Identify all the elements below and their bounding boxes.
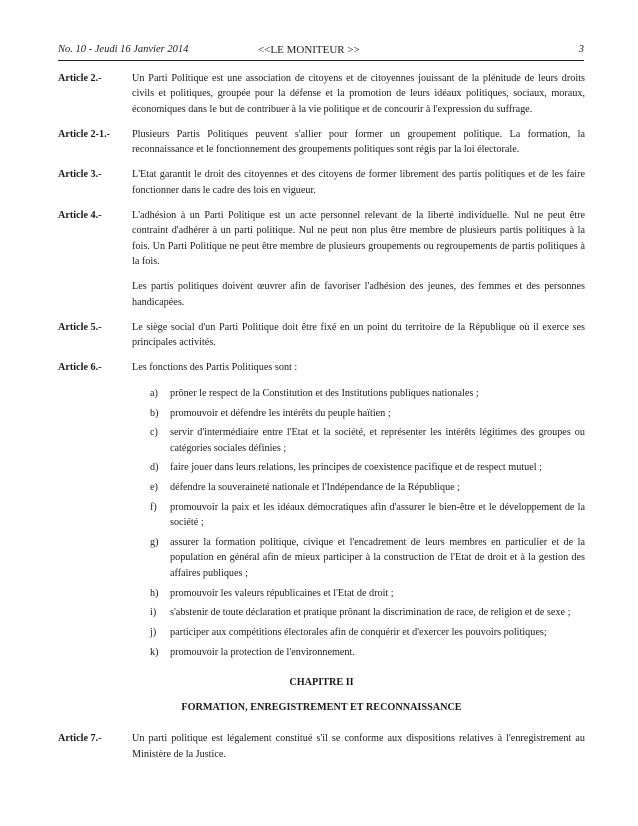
list-item [150, 480, 585, 495]
functions-list [132, 386, 585, 660]
list-letter: b) [150, 407, 159, 419]
article-paragraph: Le siège social d'un Parti Politique doit être fixé en un point du territoire de la République où il exerce ses principales activités. [132, 321, 585, 349]
article-paragraph: Les partis politiques doivent œuvrer afin de favoriser l'adhésion des jeunes, des femmes et des personnes handicapées. [132, 281, 585, 308]
article-label: Article 6.- [58, 362, 102, 374]
list-letter: d) [150, 462, 159, 474]
list-text: servir d'intermédiaire entre l'Etat et la société, et représenter les intérêts légitimes des groupes ou catégories sociales définies ; [170, 427, 585, 454]
list-item [150, 535, 585, 581]
list-text: défendre la souveraineté nationale et l'Indépendance de la République ; [170, 482, 461, 494]
article-text [132, 127, 585, 158]
article-2-1 [58, 127, 585, 158]
list-item [150, 645, 585, 660]
article-paragraph: L'Etat garantit le droit des citoyennes et des citoyens de former librement des partis politiques et de les faire fonctionner dans le cadre des lois en vigueur. [132, 169, 585, 196]
header-rule [58, 60, 584, 61]
list-letter: f) [150, 502, 157, 514]
list-text: faire jouer dans leurs relations, les principes de coexistence pacifique et de respect mutuel ; [170, 462, 542, 474]
list-letter: g) [150, 537, 159, 549]
page-header [58, 44, 584, 60]
chapter-title: FORMATION, ENREGISTREMENT ET RECONNAISSANCE [181, 702, 462, 713]
list-item [150, 386, 585, 401]
list-item [150, 605, 585, 620]
list-text: promouvoir la paix et les idéaux démocratiques afin d'assurer le bien-être et le développement de la société ; [170, 502, 585, 529]
article-paragraph: L'adhésion à un Parti Politique est un acte personnel relevant de la liberté individuelle. Nul ne peut être contraint d'adhérer à un parti politique. Nul ne peut non plus être membre de plusieurs partis politiques à la fois. Un Parti Politique ne peut être membre de plusieurs groupements ou regroupements de partis politiques à la fois. [132, 210, 585, 267]
list-letter: e) [150, 482, 158, 494]
list-text: assurer la formation politique, civique et l'encadrement de leurs membres en particulier et de la population en général afin de mieux participer à la construction de l'Etat de droit et à la gestion des affaires publiques ; [170, 537, 585, 579]
list-text: promouvoir la protection de l'environnement. [170, 646, 355, 658]
page-number: 3 [578, 44, 584, 55]
article-2 [58, 71, 585, 117]
list-letter: h) [150, 587, 159, 599]
article-label: Article 4.- [58, 210, 102, 222]
article-label: Article 7.- [58, 733, 102, 745]
article-text [132, 167, 585, 198]
list-letter: k) [150, 646, 159, 658]
article-text [132, 360, 585, 664]
article-text [132, 71, 585, 117]
list-text: s'abstenir de toute déclaration et pratique prônant la discrimination de race, de religion et de sexe ; [170, 607, 571, 619]
list-text: promouvoir et défendre les intérêts du peuple haïtien ; [170, 407, 391, 419]
article-6 [58, 360, 585, 664]
article-label: Article 3.- [58, 169, 102, 181]
list-letter: j) [150, 627, 157, 639]
list-text: participer aux compétitions électorales afin de conquérir et d'exercer les pouvoirs politiques; [170, 627, 547, 639]
list-letter: a) [150, 387, 158, 399]
article-text [132, 208, 585, 310]
article-label: Article 2-1.- [58, 128, 111, 140]
chapter-number: CHAPITRE II [289, 676, 354, 688]
article-3 [58, 167, 585, 198]
list-item [150, 406, 585, 421]
article-paragraph: Un Parti Politique est une association de citoyens et de citoyennes jouissant de la plénitude de leurs droits civils et politiques, groupée pour la défense et la promotion de leurs idéaux politiques, sociaux, moraux, économiques dans le but de contribuer à la vie politique et de concourir à l'expression du suffrage. [132, 73, 585, 115]
article-text [132, 731, 585, 762]
list-item [150, 586, 585, 601]
article-4 [58, 208, 585, 310]
article-text [132, 320, 585, 351]
list-item [150, 425, 585, 456]
list-letter: c) [150, 427, 158, 439]
list-item [150, 625, 585, 640]
list-text: prôner le respect de la Constitution et des Institutions publiques nationales ; [170, 387, 479, 399]
list-letter: i) [150, 607, 157, 619]
document-body [58, 71, 585, 772]
article-intro: Les fonctions des Partis Politiques sont : [132, 362, 298, 374]
article-label: Article 2.- [58, 73, 102, 84]
list-item [150, 500, 585, 531]
publication-title: <<LE MONITEUR >> [258, 44, 360, 56]
article-paragraph: Plusieurs Partis Politiques peuvent s'allier pour former un groupement politique. La formation, la reconnaissance et le fonctionnement des groupements politiques sont régis par la loi électorale. [132, 128, 585, 156]
article-5 [58, 320, 585, 351]
article-paragraph: Un parti politique est légalement constitué s'il se conforme aux dispositions relatives à l'enregistrement au Ministère de la Justice. [132, 733, 585, 760]
article-label: Article 5.- [58, 321, 102, 333]
issue-info: No. 10 - Jeudi 16 Janvier 2014 [58, 44, 189, 55]
article-7 [58, 731, 585, 762]
list-text: promouvoir les valeurs républicaines et l'Etat de droit ; [170, 587, 394, 599]
list-item [150, 460, 585, 475]
